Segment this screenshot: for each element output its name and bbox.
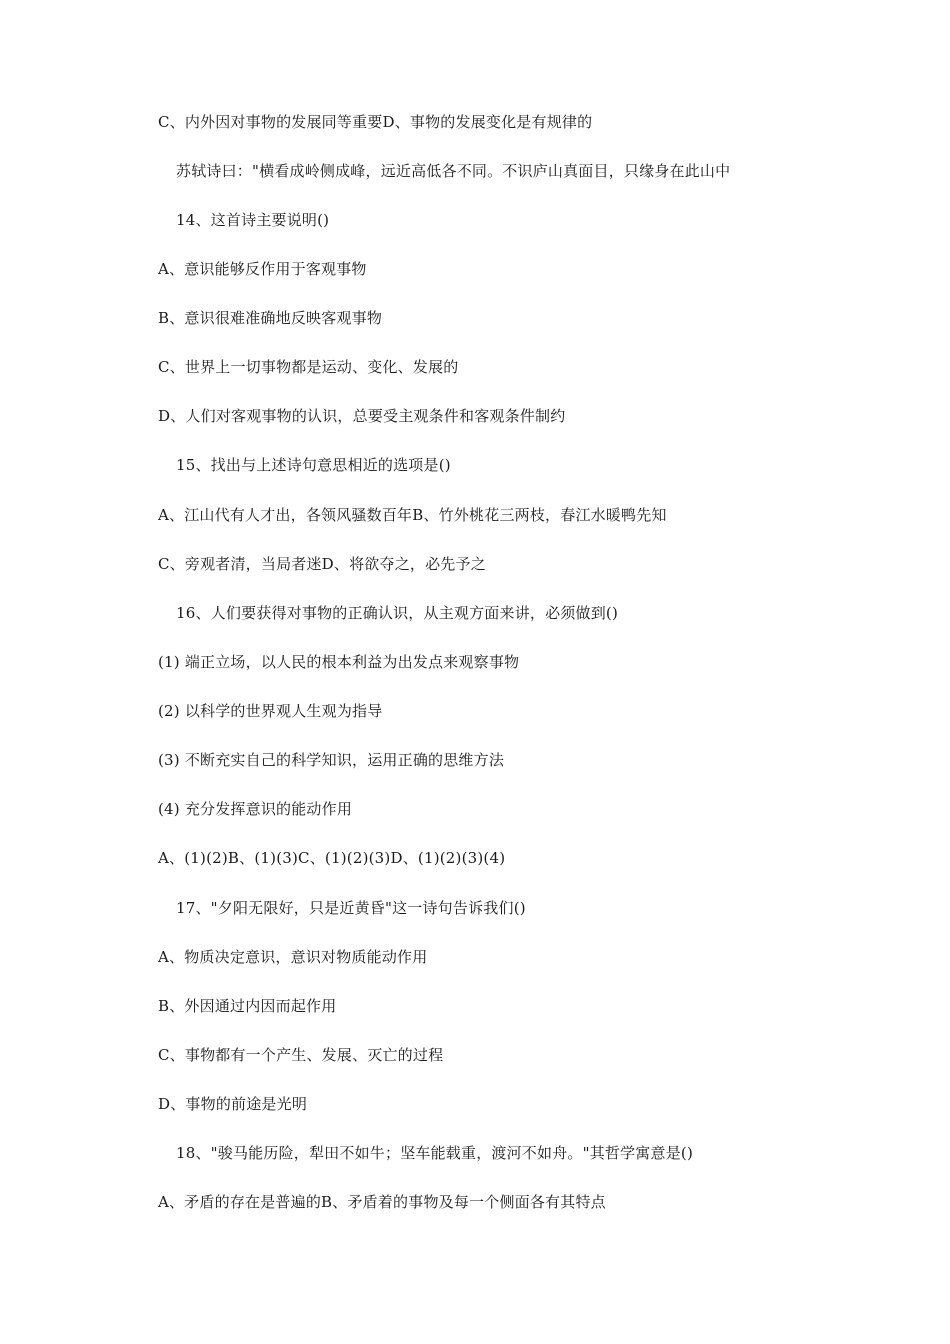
- statement-line: (3) 不断充实自己的科学知识，运用正确的思维方法: [158, 751, 505, 769]
- option-line: A、意识能够反作用于客观事物: [158, 260, 367, 278]
- option-line: A、(1)(2)B、(1)(3)C、(1)(2)(3)D、(1)(2)(3)(4): [158, 849, 506, 867]
- option-line: D、事物的前途是光明: [158, 1095, 308, 1113]
- poem-intro: 苏轼诗曰："横看成岭侧成峰，远近高低各不同。不识庐山真面目，只缘身在此山中: [176, 162, 731, 180]
- option-line: A、物质决定意识，意识对物质能动作用: [158, 948, 428, 966]
- option-line: C、世界上一切事物都是运动、变化、发展的: [158, 358, 459, 376]
- question-17: 17、"夕阳无限好，只是近黄昏"这一诗句告诉我们(): [176, 899, 526, 917]
- option-line: D、人们对客观事物的认识，总要受主观条件和客观条件制约: [158, 407, 566, 425]
- option-line: A、江山代有人才出，各领风骚数百年B、竹外桃花三两枝，春江水暖鸭先知: [158, 506, 667, 524]
- option-line: C、事物都有一个产生、发展、灭亡的过程: [158, 1046, 444, 1064]
- statement-line: (4) 充分发挥意识的能动作用: [158, 800, 353, 818]
- question-16: 16、人们要获得对事物的正确认识，从主观方面来讲，必须做到(): [176, 604, 618, 622]
- question-18: 18、"骏马能历险，犁田不如牛；坚车能载重，渡河不如舟。"其哲学寓意是(): [176, 1144, 693, 1162]
- statement-line: (1) 端正立场，以人民的根本利益为出发点来观察事物: [158, 653, 520, 671]
- option-line: B、外因通过内因而起作用: [158, 997, 337, 1015]
- option-line: C、内外因对事物的发展同等重要D、事物的发展变化是有规律的: [158, 113, 593, 131]
- option-line: B、意识很难准确地反映客观事物: [158, 309, 383, 327]
- question-14: 14、这首诗主要说明(): [176, 211, 330, 229]
- option-line: C、旁观者清，当局者迷D、将欲夺之，必先予之: [158, 555, 486, 573]
- option-line: A、矛盾的存在是普遍的B、矛盾着的事物及每一个侧面各有其特点: [158, 1193, 606, 1211]
- statement-line: (2) 以科学的世界观人生观为指导: [158, 702, 383, 720]
- question-15: 15、找出与上述诗句意思相近的选项是(): [176, 456, 451, 474]
